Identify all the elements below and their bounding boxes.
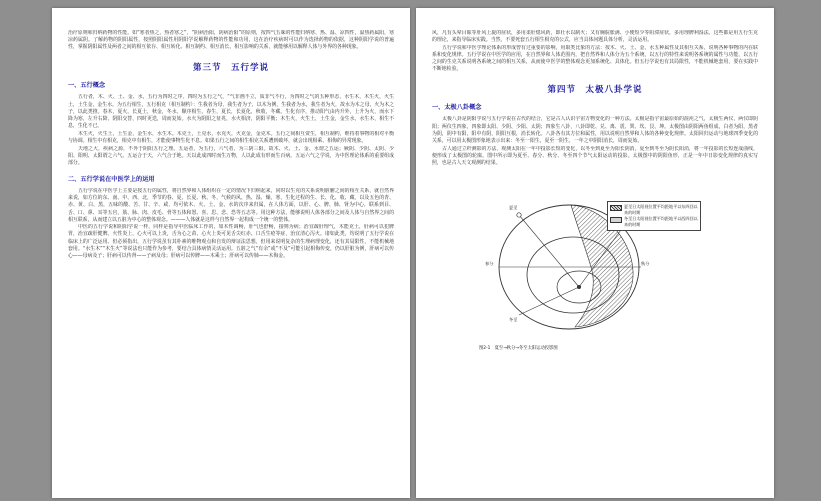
left-intro-paragraph: 治疗原则和归纳药物的性能。如“寒者热之，热者寒之”，“阴病治阳，阴病治阳”的原则，按四气五味的性能归纳寒、热、温、凉四性，温热药属阳，寒凉药属阴。了解药物的阴阳属性，按照阴阳属性用阴阳学说解释药物的性能和功用，这在治疗疾病时可以作为选择药物的依据，这种阴阳学说的普遍性，掌握阴阳属性及两者之间的相互依存、相互转化、相互制约、相互消长、相互影响的关系，就能够用以解释人体与外界的各种现象。: [68, 30, 394, 51]
paragraph: 木生火，火生土，土生金，金生水，水生木。木克土，土克水，水克火，火克金，金克木。五行之间相互资生，相互制约，维持着事物的相对平衡与协调。相生中有相克，相克中有相生，才能使事物生化不息。如果五行之间的相生相克关系遭到破坏，就会出现相乘、相侮的异常现象。: [68, 130, 394, 144]
dot-swatch: [610, 217, 622, 223]
paragraph: 天地之大，疾病之源，不外于阴阳五行之理。五运者，为五行，六气者，为三阴三阳。故木、火、土、金、水谓之五运；厥阴、少阴、太阴、少阳、阳明、太阳谓之六气。五运合于天，六气合于地。天以此成四时而生万物，人以此成有形而生百病。五运六气之学说，为中医理论体系的重要组成部分。: [68, 145, 394, 166]
center-point: [577, 285, 581, 289]
figure-legend: [607, 201, 701, 231]
label-winter-solstice: 冬至: [509, 317, 518, 323]
subsection-title-application: 二、五行学说在中医学上的运用: [68, 176, 155, 184]
section-3-title: 第三节 五行学说: [192, 63, 269, 74]
section-4-title: 第四节 太极八卦学说: [547, 85, 643, 96]
left-page-content: [68, 30, 394, 498]
ray-line: [519, 287, 579, 315]
legend-item: [610, 204, 698, 215]
ray-line: [519, 215, 579, 287]
right-page-content: [432, 30, 758, 498]
legend-text: 夏至日太阳视位置平均距地平以东四回以来的时期: [624, 204, 698, 215]
legend-item: [610, 216, 698, 227]
sun-position: [517, 213, 521, 217]
left-page: [52, 8, 410, 498]
paragraph: 风，凡有头晕目眩等肝风上旋的症状，多用柔肝熄风药，即壮水以制火；又有胸脘胀满、小便短少等阻滞症状，多用理脾利湿法。这些都是用五行生克的理论，来指导临床实践。当然，不要死套五行相生相克的公式，应当具体问题具体分析，灵活运用。: [432, 30, 758, 44]
label-spring-equinox: 春分: [485, 261, 494, 267]
label-summer-solstice: 夏至: [509, 205, 518, 211]
paragraph: 五行学说在中医学上主要是按五行的属性，将自然界和人体组织在一定的情况下归纳起来，同时以生克的关系说明脏腑之间的相互关系，就自然界来说，如方位的东、南、中、西、北，季节的春、夏、长夏、秋、冬，气候的风、热、湿、燥、寒，生化过程的生、长、化、收、藏，以及五色的青、赤、黄、白、黑，五味的酸、苦、甘、辛、咸，均可依木、火、土、金、水的次序来归属，在人体方面，以肝、心、脾、肺、肾为中心，联系到目、舌、口、鼻、耳等五官，筋、脉、肉、皮毛、骨等五体和怒、喜、思、悲、恐等五志等。用这种方法，能够说明人体各部分之间及人体与自然界之间的相互联系，从而建立以五脏为中心的整体观念。———人体就是这样与自然界一起构成一个统一的整体。: [68, 188, 394, 223]
subsection-title-taiji-bagua: 一、太极八卦概念: [432, 104, 482, 112]
sun-projection-figure: [479, 175, 711, 351]
paragraph: 五行者，木、火、土、金、水，五行为四时之序，四时为五行之气，“气非画不立，质非气不行，为四时之气的五种形态，水生木，木生火，火生土，土生金，金生水。为五行相生，五行相克（相互制约）：生我者为母，我生者为子，以木为例，生我者为水，我生者为火，故水为木之母，火为木之子，以此类推。春木，夏火，长夏土，秋金，冬水，顺序相生，春生，夏长，长夏化，秋收，冬藏，生化有序，推动阳气由内升外，上升为火，而水下降为寒，左升右降，阴阳交替，四时更迭，周而复始。水火为阴阳之征兆，水火相济，阴阳平衡；木生火，火生土，土生金，金生水，水生木，相生不息，生化不已。: [68, 94, 394, 130]
paragraph: 太极八卦是阴阳学说与五行学说在古代的结合，它是古人认识宇宙万物变化的一种方法。太极是指宇宙最原始的混沌之气，太极生两仪，两仪即阴阳；两仪生四象，四象即太阳、少阴、少阳、太阴；四象生八卦，八卦即乾、兑、离、震、巽、坎、艮、坤。太极图由阴阳两鱼组成，白者为阳，黑者为阴，阴中有阳，阳中有阴，阴阳互根，消长转化。八卦各有其方位和属性，用以说明自然界和人体的各种变化规律。太阳回归运动与地球四季变化的关系，可以用太极图形象地表示出来：冬至一阳生，夏至一阴生，一年之中阴阳消长，周而复始。: [432, 116, 758, 144]
hatch-swatch: [610, 205, 622, 211]
legend-text: 冬至日太阳视位置平均距地平以西四回以来的时期: [624, 216, 698, 227]
figure-caption: 图2-1 夏至→秋分→冬至太阳运动投影图: [479, 346, 558, 352]
label-autumn-equinox: 秋分: [641, 261, 650, 267]
paragraph: 五行学说和中医学理论体系的形成曾有过重要的影响，用取类比象的方法：按木、火、土、金、水五种属性及其相互关系，说明各种事物的内在联系和变化规律。五行学说在中医学的应用，在自然界和人体范围内，把自然界和人体分为五个系统，以五行的特性来说明各系统的属性与功能，以五行之间的生克关系说明各系统之间的相互关系，从而使中医学的整体观念更加系统化、具体化。但五行学说也有其局限性，不能机械地套用，要在实践中不断地检验。: [432, 44, 758, 73]
paragraph: 中医的五行学说和阴阳学说一样，同样是指导中医临床工作的，如木性调畅，肝气也舒畅，接则为病；治宜疏肝理气，木能克土，肝病可以犯脾胃，治宜疏肝健脾。火性炎上，心火可以上炎，舌为心之苗，心火上炎可见舌尖红赤、口舌生疮等症，治宜清心泻火。诸如此类，均说明了五行学说在临床上的广泛运用。但必须指出，五行学说虽有其朴素的唯物观点和自发的辩证法思想，但用来说明复杂的生理病理变化，还有其局限性，不能机械地套用。“水生木”“木生火”等说法也只能作为参考，要结合具体病情灵活运用。五脏之气“有余”或“不及”可能引起相侮传变，仍以肝脏为例，肝病可以传心——母病及子；肝病可以传肾——子病及母；肝病可以传脾——木乘土；肝病可以传肺——木侮金。: [68, 224, 394, 259]
right-page: [416, 8, 774, 498]
subsection-title-five-elements-concept: 一、五行概念: [68, 82, 106, 90]
paragraph: 古人通过立杆测影的方法，观测太阳在一年中投影长短的变化，以冬至到夏至为阳长阴消，夏至到冬至为阴长阳消，将一年投影的长短连成曲线，便形成了太极图的轮廓。图中所示即为夏至、春分、秋分、冬至四个节气太阳运动的投影。太极图中的阴阳鱼形，正是一年中日影变化规律的真实写照，也是古人天文观测的结果。: [432, 145, 758, 166]
